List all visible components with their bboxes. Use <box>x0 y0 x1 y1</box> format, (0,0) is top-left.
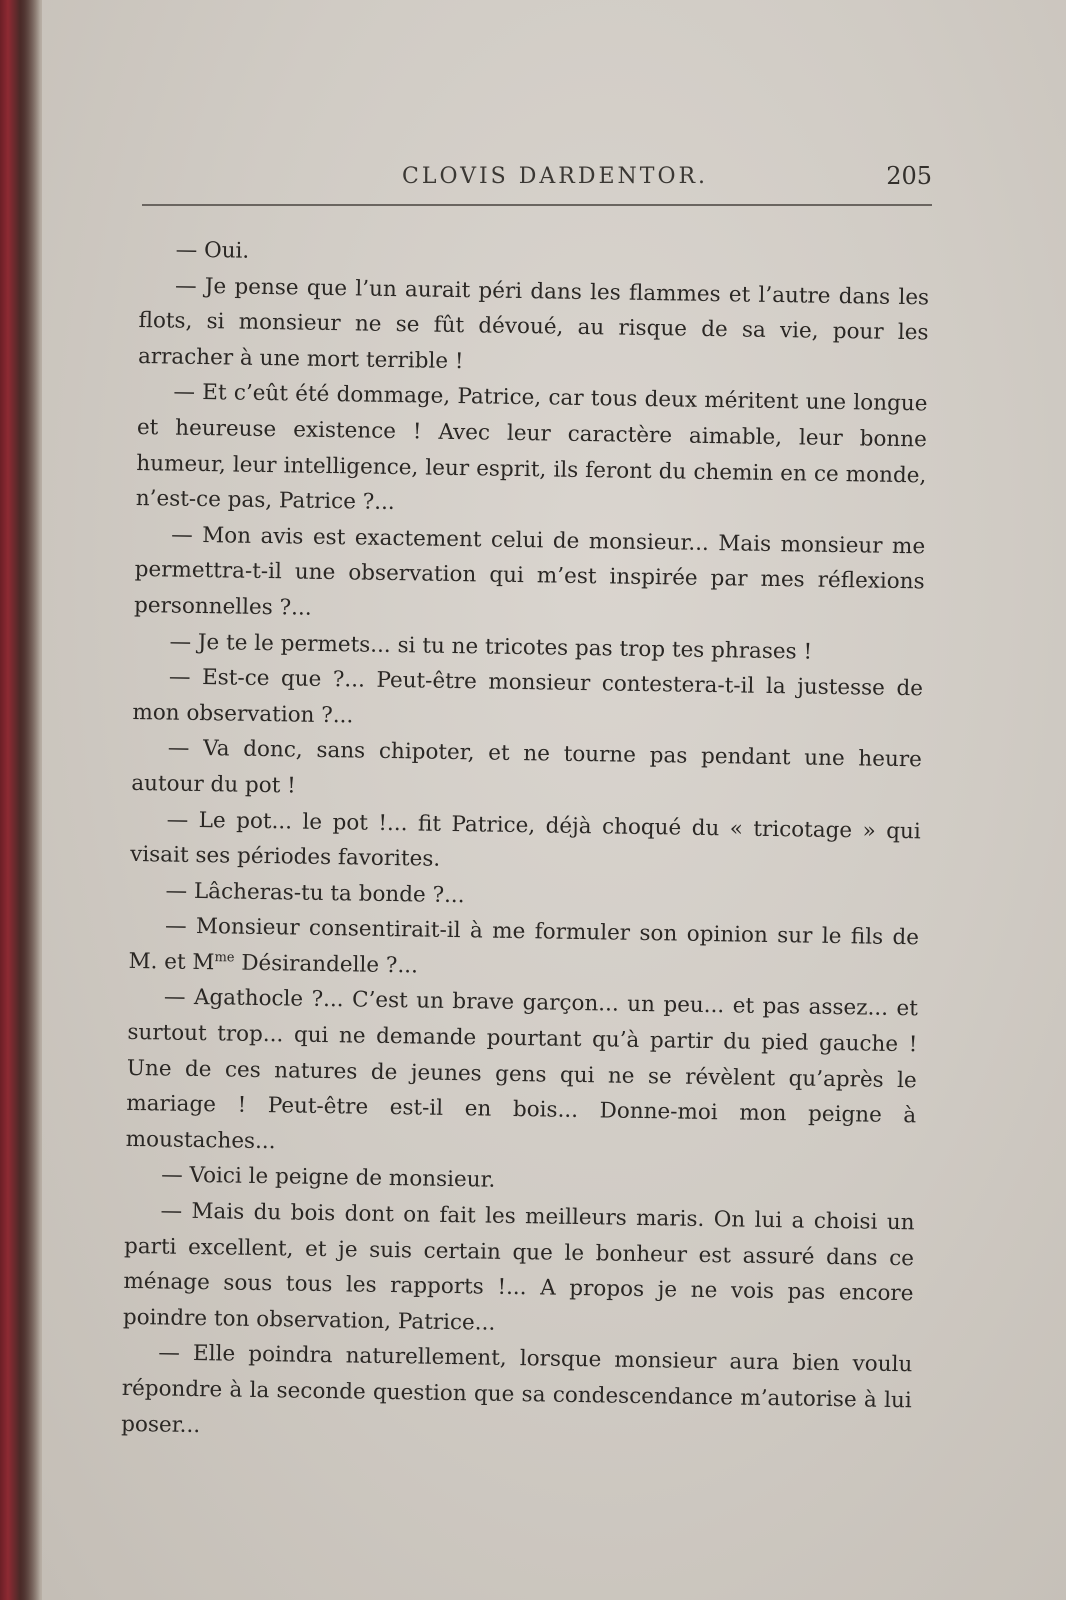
paragraph-text: Désirandelle ?... <box>234 950 419 979</box>
paragraph: — Agathocle ?... C’est un brave garçon... un peu... et pas assez... et surtout trop... qui ne demande pourtant qu’à partir du pied gauche ! Une de ces natures de jeunes gens qui ne se révèlent qu’après le mariage ! Peut-être est-il en bois... Donne-moi mon peigne à moustaches... <box>125 984 919 1155</box>
paragraph-text: — Monsieur consentirait-il à me formuler son opinion sur le fils de M. et M <box>128 913 920 976</box>
paragraph: — Oui. <box>175 237 250 264</box>
paragraph: — Et c’eût été dommage, Patrice, car tous deux méritent une longue et heureuse existence ! Avec leur caractère aimable, leur bonne humeur, leur intelligence, leur esprit, ils feront du chemin en ce monde, n’est-ce pas, Patrice ?... <box>135 379 928 516</box>
paragraph <box>128 908 919 992</box>
paragraph: — Voici le peigne de monsieur. <box>160 1162 496 1194</box>
superscript-text: me <box>214 949 235 966</box>
paragraph: — Va donc, sans chipoter, et ne tourne pas pendant une heure autour du pot ! <box>131 735 922 799</box>
paragraph: — Je pense que l’un aurait péri dans les flammes et l’autre dans les flots, si monsieur ne se fût dévoué, au risque de sa vie, pour les arracher à une mort terrible ! <box>137 273 930 374</box>
book-binding-edge <box>0 0 40 1600</box>
page-header <box>142 160 932 206</box>
paragraph: — Elle poindra naturellement, lorsque monsieur aura bien voulu répondre à la seconde question que sa condescendance m’autorise à lui poser... <box>121 1340 913 1438</box>
running-head: CLOVIS DARDENTOR. <box>402 164 709 189</box>
paragraph: — Le pot... le pot !... fit Patrice, déjà choqué du « tricotage » qui visait ses périodes favorites. <box>130 806 921 872</box>
page-text <box>121 232 930 1454</box>
paragraph: — Lâcheras-tu ta bonde ?... <box>165 878 465 908</box>
paragraph: — Je te le permets... si tu ne tricotes pas trop tes phrases ! <box>169 629 813 665</box>
paragraph: — Mais du bois dont on fait les meilleurs maris. On lui a choisi un parti excellent, et je suis certain que le bonheur est assuré dans ce ménage sous tous les rapports !... A propos je ne vois pas encore poindre ton observation, Patrice... <box>122 1198 915 1336</box>
page-number: 205 <box>886 162 932 190</box>
paragraph: — Mon avis est exactement celui de monsieur... Mais monsieur me permettra-t-il une observation qui m’est inspirée par mes réflexions personnelles ?... <box>133 522 926 621</box>
paragraph: — Est-ce que ?... Peut-être monsieur contestera-t-il la justesse de mon observation ?... <box>132 664 924 729</box>
